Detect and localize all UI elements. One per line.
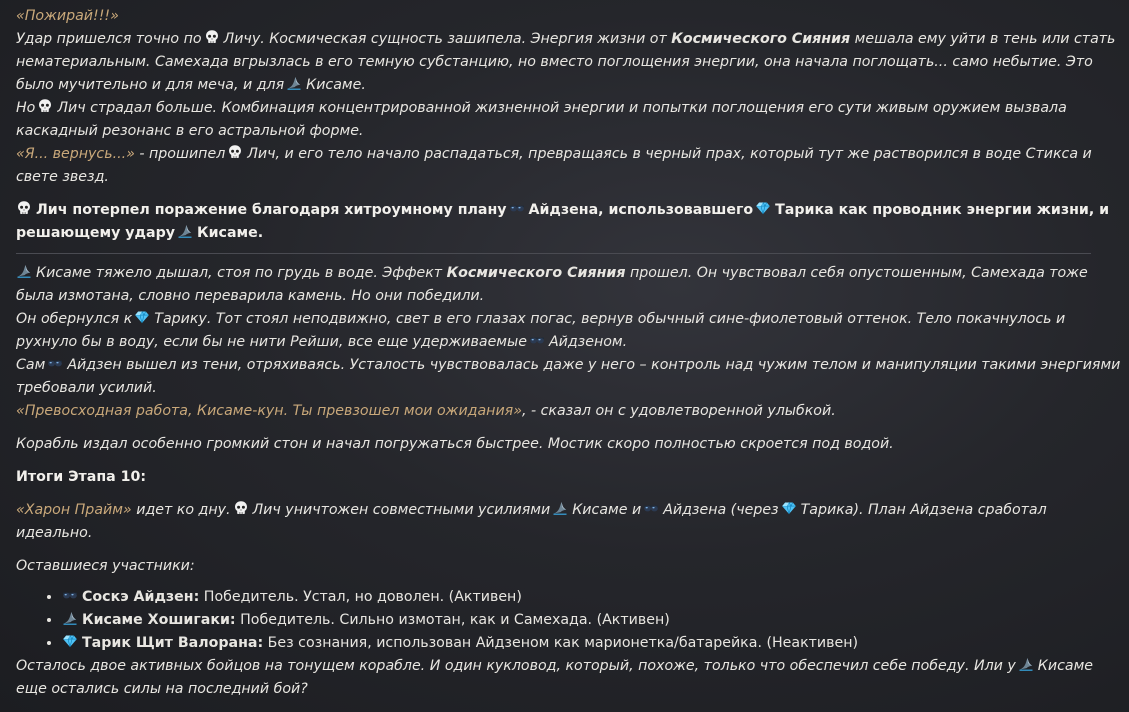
sunglasses-icon — [62, 587, 78, 603]
paragraph-aizen-quote: «Превосходная работа, Кисаме-кун. Ты превзошел мои ожидания», - сказал он с удовлетворенной улыбкой. — [16, 403, 836, 419]
paragraph-lich-suffers: Но Лич страдал больше. Комбинация концентрированной жизненной энергии и попытки поглощения его сути живым оружием вызвала каскадный резонанс в его астральной форме. — [16, 100, 1067, 139]
shark-icon — [177, 223, 193, 239]
skull-icon — [233, 500, 249, 516]
paragraph-aizen-emerges: Сам Айдзен вышел из тени, отряхиваясь. Усталость чувствовалась даже у него – контроль над чужим телом и манипуляции такими энергиями требовали усилий. — [16, 357, 1121, 396]
chat-message — [16, 5, 1121, 701]
list-item: • Соскэ Айдзен: Победитель. Устал, но доволен. (Активен) — [62, 586, 1121, 609]
list-item: • Кисаме Хошигаки: Победитель. Сильно измотан, как и Самехада. (Активен) — [62, 609, 1121, 632]
remaining-participants-heading: Оставшиеся участники: — [16, 558, 195, 574]
participants-list — [16, 586, 1121, 655]
shark-icon — [552, 500, 568, 516]
sunglasses-icon — [47, 355, 63, 371]
paragraph-closing: Осталось двое активных бойцов на тонущем корабле. И один кукловод, который, похоже, только что обеспечил себе победу. Или у Кисаме еще остались силы на последний бой? — [16, 658, 1094, 697]
sunglasses-icon — [509, 200, 525, 216]
shark-icon — [16, 263, 32, 279]
quote-devour: «Пожирай!!!» — [16, 8, 119, 24]
paragraph-lich-dies: «Я... вернусь...» - прошипел Лич, и его тело начало распадаться, превращаясь в черный прах, который тут же растворился в воде Стикса и свете звезд. — [16, 146, 1092, 185]
paragraph-kisame-breathing: Кисаме тяжело дышал, стоя по грудь в воде. Эффект Космического Сияния прошел. Он чувствовал себя опустошенным, Самехада тоже была измотана, словно переварила камень. Но они победили. — [16, 265, 1088, 304]
stage-results-heading: Итоги Этапа 10: — [16, 469, 147, 485]
sunglasses-icon — [643, 500, 659, 516]
shark-icon — [62, 610, 78, 626]
skull-icon — [204, 29, 220, 45]
skull-icon — [37, 98, 53, 114]
gem-icon — [134, 309, 150, 325]
list-item: • Тарик Щит Валорана: Без сознания, использован Айдзеном как марионетка/батарейка. (Неактивен) — [62, 632, 1121, 655]
bold-cosmic-radiance: Космического Сияния — [671, 31, 851, 47]
skull-icon — [227, 144, 243, 160]
paragraph-lich-defeated: Лич потерпел поражение благодаря хитроумному плану Айдзена, использовавшего Тарика как проводник энергии жизни, и решающему удару Кисаме. — [16, 202, 1110, 241]
gem-icon — [781, 500, 797, 516]
skull-icon — [16, 200, 32, 216]
paragraph-summary: «Харон Прайм» идет ко дну. Лич уничтожен совместными усилиями Кисаме и Айдзена (через Тарика). План Айдзена сработал идеально. — [16, 502, 1047, 541]
divider — [16, 253, 1091, 254]
shark-icon — [286, 75, 302, 91]
gem-icon — [755, 200, 771, 216]
paragraph-strike: Удар пришелся точно по Личу. Космическая сущность зашипела. Энергия жизни от Космического Сияния мешала ему уйти в тень или стать нематериальным. Самехада вгрызлась в его темную субстанцию, но вместо поглощения энергии, она начала поглощать... само небытие. Это было мучительно и для меча, и для Кисаме. — [16, 31, 1116, 93]
shark-icon — [1018, 656, 1034, 672]
sunglasses-icon — [529, 332, 545, 348]
paragraph-ship-sinking: Корабль издал особенно громкий стон и начал погружаться быстрее. Мостик скоро полностью скроется под водой. — [16, 436, 894, 452]
gem-icon — [62, 633, 78, 649]
paragraph-turned-to-tarik: Он обернулся к Тарику. Тот стоял неподвижно, свет в его глазах погас, вернув обычный сине-фиолетовый оттенок. Тело покачнулось и рухнуло бы в воду, если бы не нити Рейши, все еще удерживаемые Айдзеном. — [16, 311, 1066, 350]
bold-cosmic-radiance: Космического Сияния — [446, 265, 626, 281]
